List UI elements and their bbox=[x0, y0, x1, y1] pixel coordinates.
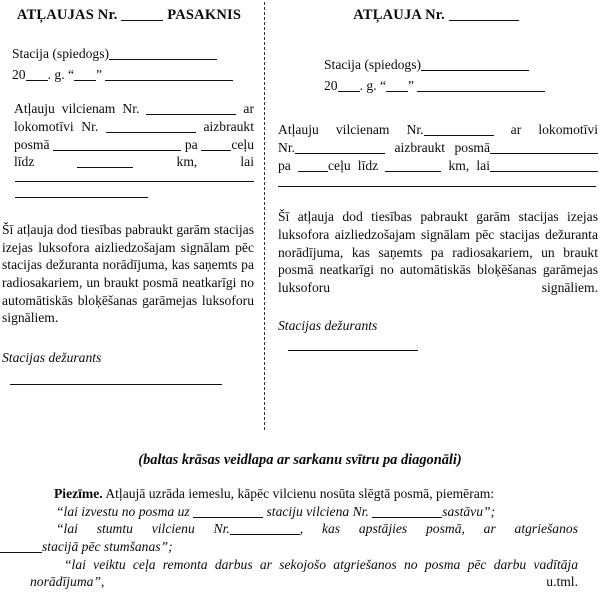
right-form-title bbox=[272, 7, 600, 24]
left-year-suffix: . g. “ bbox=[47, 66, 75, 82]
left-km-blank[interactable] bbox=[77, 156, 133, 168]
left-signature-rule[interactable] bbox=[10, 384, 222, 385]
note-item-1-train-blank[interactable] bbox=[372, 506, 442, 518]
right-station-block bbox=[272, 56, 600, 94]
left-section-blank[interactable] bbox=[53, 139, 181, 151]
form-caption: (baltas krāsas veidlapa ar sarkanu svītru pa diagonāli) bbox=[138, 452, 462, 468]
left-permit-p9: km, bbox=[176, 154, 198, 170]
note-item-1-c: sastāvu”; bbox=[442, 503, 496, 519]
left-reason-rule-1[interactable] bbox=[15, 181, 254, 182]
right-permit-p1: Atļauju vilcienam Nr. bbox=[278, 122, 424, 138]
right-station-label: Stacija (spiedogs) bbox=[324, 57, 422, 72]
left-title-text-1: ATĻAUJAS Nr. bbox=[16, 7, 118, 23]
left-station-blank[interactable] bbox=[109, 48, 217, 60]
note-item-3 bbox=[30, 556, 578, 591]
left-permit-p1: Atļauju vilcienam Nr. bbox=[14, 101, 140, 117]
left-track-blank[interactable] bbox=[201, 139, 231, 151]
left-permit-p10: lai bbox=[240, 154, 254, 170]
right-km-blank[interactable] bbox=[385, 160, 441, 172]
note-item-1-a: “lai izvestu no posma uz bbox=[56, 503, 190, 519]
note-item-3-a: “lai veiktu ceļa remonta darbus ar sekojošo atgriešanos no posma pēc darbu vadītāja norādījuma” bbox=[30, 556, 578, 590]
left-permit-p2: ar bbox=[243, 101, 254, 117]
right-permit-p3: Nr. bbox=[278, 140, 295, 156]
right-title-number-blank[interactable] bbox=[449, 8, 519, 21]
left-year-prefix: 20 bbox=[12, 66, 26, 82]
right-train-number-blank[interactable] bbox=[424, 124, 494, 136]
left-title-number-blank[interactable] bbox=[121, 8, 163, 21]
left-year-blank[interactable] bbox=[26, 69, 48, 81]
right-permit-p5: pa bbox=[278, 157, 291, 173]
left-permit-block bbox=[0, 100, 258, 171]
note-item-1-b: staciju vilciena Nr. bbox=[266, 503, 369, 519]
right-permit-p4: aizbraukt posmā bbox=[394, 140, 490, 156]
right-reason-blank[interactable] bbox=[490, 160, 598, 172]
right-day-blank[interactable] bbox=[386, 80, 408, 92]
left-reason-rule-2[interactable] bbox=[15, 197, 148, 198]
note-item-2-a: “lai stumtu vilcienu Nr. bbox=[56, 521, 230, 537]
right-permit-block bbox=[272, 121, 600, 174]
right-permit-p6: ceļu līdz bbox=[328, 157, 379, 173]
note-heading-text: Atļaujā uzrāda iemeslu, kāpēc vilcienu nosūta slēgtā posmā, piemēram: bbox=[102, 486, 495, 501]
left-permit-p5: posmā bbox=[14, 136, 50, 152]
left-title-text-2: PASAKNIS bbox=[167, 7, 242, 23]
note-item-2-line-1 bbox=[30, 520, 578, 538]
right-track-blank[interactable] bbox=[298, 160, 328, 172]
left-legal-paragraph: Šī atļauja dod tiesības pabraukt garām stacijas izejas luksofora aizliedzošajam signālam pēc stacijas dežuranta norādījuma, kas saņemts pa radiosakariem, un braukt posmā neatkarīgi no automātiskās bloķēšanas garāmejas luksoforu signāliem. bbox=[2, 222, 254, 326]
left-year-quote-close: ” bbox=[96, 66, 103, 82]
right-signature-rule[interactable] bbox=[288, 350, 418, 351]
left-form-title bbox=[0, 7, 258, 24]
note-block bbox=[30, 485, 578, 591]
right-station-blank[interactable] bbox=[421, 59, 529, 71]
note-item-2-c: stacijā pēc stumšanas”; bbox=[42, 539, 173, 555]
note-item-1-station-blank[interactable] bbox=[193, 506, 263, 518]
left-signature-label: Stacijas dežurants bbox=[2, 350, 102, 366]
left-permit-form bbox=[0, 0, 258, 385]
left-permit-line-4 bbox=[14, 153, 254, 171]
left-loco-number-blank[interactable] bbox=[106, 121, 196, 133]
right-permit-line-1 bbox=[278, 121, 598, 139]
left-permit-p3: lokomotīvi Nr. bbox=[14, 119, 99, 135]
right-permit-p7: km, lai bbox=[448, 157, 490, 173]
right-permit-line-3 bbox=[278, 157, 598, 175]
left-permit-p4: aizbraukt bbox=[203, 119, 255, 135]
right-permit-line-2 bbox=[278, 139, 598, 157]
right-permit-p2: ar lokomotīvi bbox=[510, 122, 598, 138]
right-date-line bbox=[324, 77, 600, 95]
note-item-2-station-blank[interactable] bbox=[0, 541, 42, 553]
right-reason-rule-1[interactable] bbox=[278, 186, 596, 187]
right-year-blank[interactable] bbox=[338, 80, 360, 92]
right-loco-number-blank[interactable] bbox=[295, 142, 385, 154]
left-permit-line-2 bbox=[14, 118, 254, 136]
left-station-block bbox=[0, 45, 258, 83]
note-item-2-line-2 bbox=[0, 538, 578, 556]
left-date-line bbox=[12, 66, 258, 84]
left-permit-p7: ceļu bbox=[231, 136, 255, 152]
note-item-1 bbox=[30, 503, 578, 521]
left-month-blank[interactable] bbox=[105, 69, 233, 81]
cut-line-divider bbox=[264, 2, 265, 430]
left-day-blank[interactable] bbox=[74, 69, 96, 81]
right-signature-label: Stacijas dežurants bbox=[278, 317, 378, 333]
note-heading-label: Piezīme. bbox=[54, 486, 103, 501]
right-year-suffix: . g. “ bbox=[359, 77, 387, 93]
right-year-quote-close: ” bbox=[408, 77, 415, 93]
right-permit-form bbox=[272, 0, 600, 351]
right-month-blank[interactable] bbox=[417, 80, 545, 92]
left-station-label: Stacija (spiedogs) bbox=[12, 46, 110, 61]
left-permit-line-1 bbox=[14, 100, 254, 118]
right-station-line bbox=[324, 56, 600, 74]
right-section-blank[interactable] bbox=[490, 142, 598, 154]
left-station-line bbox=[12, 45, 258, 63]
left-permit-line-3 bbox=[14, 136, 254, 154]
left-permit-p8: līdz bbox=[14, 154, 35, 170]
note-item-2-b: , kas apstājies posmā, ar atgriešanos bbox=[299, 521, 578, 537]
left-train-number-blank[interactable] bbox=[146, 103, 236, 115]
note-heading bbox=[30, 485, 578, 503]
left-permit-p6: pa bbox=[184, 136, 198, 152]
note-item-3-b: , u.tml. bbox=[101, 574, 578, 590]
right-year-prefix: 20 bbox=[324, 77, 338, 93]
right-legal-paragraph: Šī atļauja dod tiesības pabraukt garām stacijas izejas luksofora aizliedzošajam signālam pēc stacijas dežuranta norādījuma, kas saņemts pa radiosakariem, un braukt posmā neatkarīgi no automātiskās bloķēšanas garāmejas luksoforu signāliem. bbox=[278, 209, 598, 296]
note-item-2-train-blank[interactable] bbox=[230, 523, 300, 535]
right-title-text-1: ATĻAUJA Nr. bbox=[353, 7, 445, 23]
